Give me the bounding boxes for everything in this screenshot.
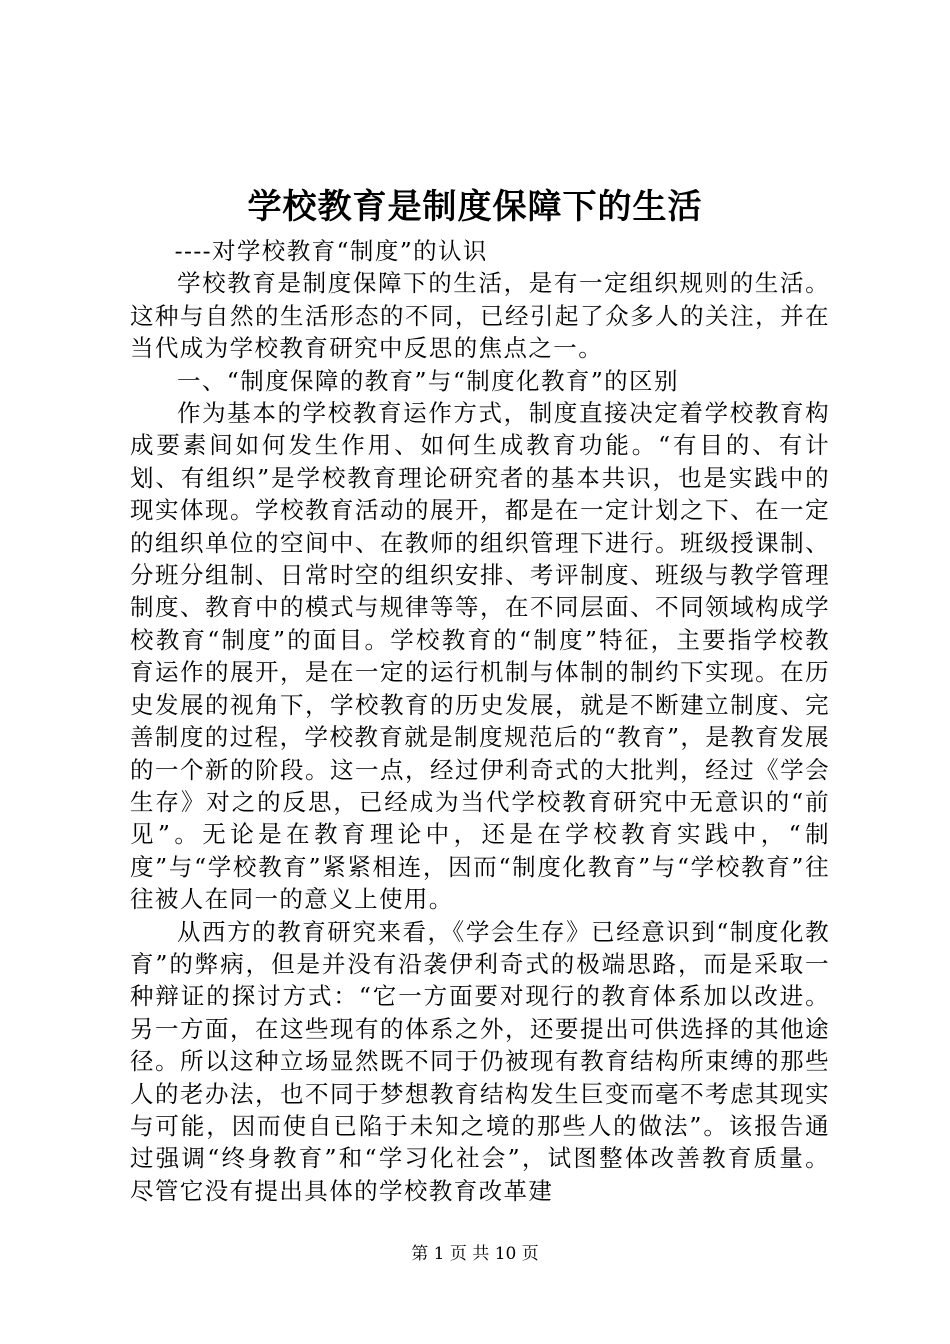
document-body [130,235,830,1207]
paragraph-intro: 学校教育是制度保障下的生活，是有一定组织规则的生活。这种与自然的生活形态的不同，已经引起了众多人的关注，并在当代成为学校教育研究中反思的焦点之一。 [130,269,830,363]
paragraph-western-research: 从西方的教育研究来看，《学会生存》已经意识到“制度化教育”的弊病，但是并没有沿袭伊利奇式的极端思路，而是采取一种辩证的探讨方式：“它一方面要对现行的教育体系加以改进。另一方面，在这些现有的体系之外，还要提出可供选择的其他途径。所以这种立场显然既不同于仍被现有教育结构所束缚的那些人的老办法，也不同于梦想教育结构发生巨变而毫不考虑其现实与可能，因而使自已陷于未知之境的那些人的做法”。该报告通过强调“终身教育”和“学习化社会”，试图整体改善教育质量。尽管它没有提出具体的学校教育改革建 [130,917,830,1205]
paragraph-institution: 作为基本的学校教育运作方式，制度直接决定着学校教育构成要素间如何发生作用、如何生成教育功能。“有目的、有计划、有组织”是学校教育理论研究者的基本共识，也是实践中的现实体现。学校教育活动的展开，都是在一定计划之下、在一定的组织单位的空间中、在教师的组织管理下进行。班级授课制、分班分组制、日常时空的组织安排、考评制度、班级与教学管理制度、教育中的模式与规律等等，在不同层面、不同领域构成学校教育“制度”的面目。学校教育的“制度”特征，主要指学校教育运作的展开，是在一定的运行机制与体制的制约下实现。在历史发展的视角下，学校教育的历史发展，就是不断建立制度、完善制度的过程，学校教育就是制度规范后的“教育”，是教育发展的一个新的阶段。这一点，经过伊利奇式的大批判，经过《学会生存》对之的反思，已经成为当代学校教育研究中无意识的“前见”。无论是在教育理论中，还是在学校教育实践中，“制度”与“学校教育”紧紧相连，因而“制度化教育”与“学校教育”往往被人在同一的意义上使用。 [130,399,830,914]
document-subtitle: ----对学校教育“制度”的认识 [174,237,488,265]
page-number-footer: 第 1 页 共 10 页 [411,1244,539,1264]
document-title: 学校教育是制度保障下的生活 [247,187,703,227]
section-heading-1: 一、“制度保障的教育”与“制度化教育”的区别 [177,366,679,395]
